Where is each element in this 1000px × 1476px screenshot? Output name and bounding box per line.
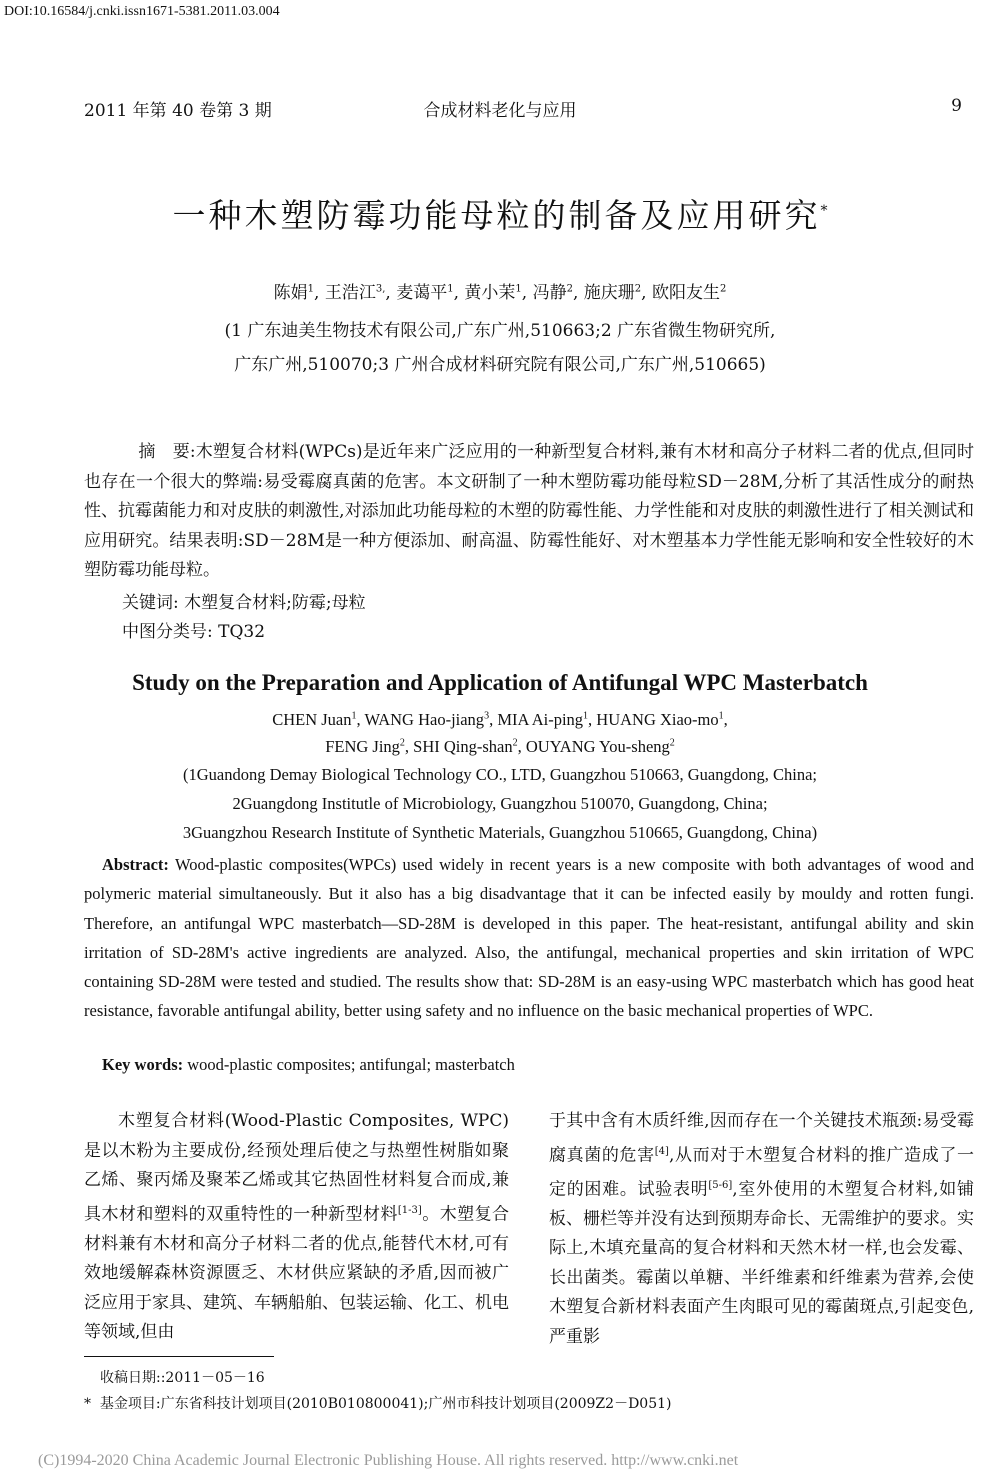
footnote-received <box>100 1367 265 1387</box>
author-aff: 2 <box>566 283 573 295</box>
title-footnote-mark: * <box>820 203 828 219</box>
author-en: FENG Jing <box>325 737 400 756</box>
running-header-journal: 合成材料老化与应用 <box>423 101 577 121</box>
keywords-cn <box>122 588 366 613</box>
author-en: SHI Qing-shan <box>413 737 513 756</box>
author-aff: 2 <box>634 283 642 295</box>
body-column-right <box>549 1107 974 1352</box>
body-text: 木塑复合材料(Wood-Plastic Composites, WPC)是以木粉为主要成份,经预处理后使之与热塑性树脂如聚乙烯、聚丙烯及聚苯乙烯或其它热固性材料复合而成,兼具木材和塑料的双重特性的一种新型材料 <box>84 1111 509 1225</box>
author-en: WANG Hao-jiang <box>364 710 485 729</box>
abstract-en-label: Abstract: <box>102 855 169 874</box>
author-aff: 2 <box>512 737 518 749</box>
keywords-cn-text: 木塑复合材料;防霉;母粒 <box>184 593 366 613</box>
author-list-en-line1: CHEN Juan$^1$, WANG Hao-jiang$^3$, MIA Ai-ping$^1$, HUANG Xiao-$mo^1$, <box>272 710 728 729</box>
citation: [1-3] <box>397 1204 422 1216</box>
author: 冯静 <box>532 283 567 303</box>
author-aff: 1 <box>718 710 724 722</box>
body-text: ,从而对于木塑复合材料的推广造成了一定的困难。试验表明 <box>549 1145 975 1200</box>
body-text: 于其中含有木质纤维,因而存在一个关键技术瓶颈:易受霉腐真菌的危害 <box>549 1111 974 1166</box>
author-aff: 1 <box>447 283 454 295</box>
affiliation-line-en: 3Guangzhou Research Institute of Synthetic Materials, Guangzhou 510665, Guangdong, China) <box>182 823 818 842</box>
abstract-en-text: Wood-plastic composites(WPCs) used widely in recent years is a new composite with both advantages of wood and polymeric material simultaneously. But it also has a big disadvantage that it can be infected easily by mouldy and rotten fungi. Therefore, an antifungal WPC masterbatch—SD-28M is developed in this paper. The heat-resistant, antifungal ability and skin irritation of SD-28M's active ingredients are analyzed. Also, the antifungal, mechanical properties and skin irritation of WPC containing SD-28M were tested and studied. The results show that: SD-28M is an easy-using WPC masterbatch which has good heat resistance, favorable antifungal ability, better using safety and no influence on the basic mechanical properties of WPC. <box>84 855 974 1021</box>
author: 麦蔼平 <box>396 283 448 303</box>
affiliation-line-cn: (1 广东迪美生物技术有限公司,广东广州,510663;2 广东省微生物研究所, <box>224 321 776 341</box>
keywords-en-label: Key words: <box>102 1055 184 1074</box>
received-label: 收稿日期: <box>100 1370 161 1386</box>
received-date: :2011－05－16 <box>160 1370 265 1386</box>
citation: [5-6] <box>708 1179 733 1191</box>
footnote-fund <box>84 1393 671 1413</box>
author-aff: 3, <box>375 283 386 295</box>
fund-label: 基金项目: <box>99 1396 161 1412</box>
author: 施庆珊 <box>583 283 635 303</box>
author-aff: 2 <box>399 737 405 749</box>
copyright-watermark: (C)1994-2020 China Academic Journal Electronic Publishing House. All rights reserved. http://www.cnki.net <box>38 1452 739 1469</box>
author: 欧阳友生 <box>651 283 720 303</box>
author-aff: 2 <box>719 283 727 295</box>
author-list-cn: 陈娟$^1$, 王浩江$^{3,}$, 麦蔼平$^1$, 黄小茉$^1$, 冯静$^2$, 施庆珊$^2$, 欧阳友生$^2$ <box>273 283 727 303</box>
keywords-cn-label: 关键词: <box>122 593 179 613</box>
author: 王浩江 <box>324 283 376 303</box>
author-aff: 1 <box>307 283 315 295</box>
citation: [4] <box>654 1145 669 1157</box>
affiliation-line-en: 2Guangdong Institutle of Microbiology, Guangzhou 510070, Guangdong, China; <box>232 794 768 813</box>
author-en: CHEN Juan <box>272 710 352 729</box>
fund-text: 广东省科技计划项目(2010B010800041);广州市科技计划项目(2009Z2－D051) <box>160 1396 672 1412</box>
affiliation-line-en: (1Guandong Demay Biological Technology CO., LTD, Guangzhou 510663, Guangdong, China; <box>182 765 817 784</box>
author-en: HUANG Xiao-mo <box>596 710 719 729</box>
abstract-cn-text: 木塑复合材料(WPCs)是近年来广泛应用的一种新型复合材料,兼有木材和高分子材料二者的优点,但同时也存在一个很大的弊端:易受霉腐真菌的危害。本文研制了一种木塑防霉功能母粒SD－28M,分析了其活性成分的耐热性、抗霉菌能力和对皮肤的刺激性,对添加此功能母粒的木塑的防霉性能、力学性能和对皮肤的刺激性进行了相关测试和应用研究。结果表明:SD－28M是一种方便添加、耐高温、防霉性能好、对木塑基本力学性能无影响和安全性较好的木塑防霉功能母粒。 <box>84 442 974 580</box>
author-en: OUYANG You-sheng <box>525 737 670 756</box>
paper-title <box>0 190 1000 237</box>
author-en: MIA Ai-ping <box>497 710 584 729</box>
body-text: 。木塑复合材料兼有木材和高分子材料二者的优点,能替代木材,可有效地缓解森林资源匮乏、木材供应紧缺的矛盾,因而被广泛应用于家具、建筑、车辆船舶、包装运输、化工、机电等领域,但由 <box>84 1204 510 1343</box>
abstract-cn-label: 摘 要: <box>138 442 196 462</box>
author: 黄小茉 <box>464 283 516 303</box>
paper-title-en: Study on the Preparation and Application of Antifungal WPC Masterbatch <box>132 670 868 695</box>
author-aff: 2 <box>669 737 675 749</box>
running-header-issue: 2011 年第 40 卷第 3 期 <box>84 101 272 121</box>
abstract-en <box>84 850 974 1026</box>
clc-text: TQ32 <box>218 622 266 642</box>
clc-label: 中图分类号: <box>122 622 213 642</box>
author-aff: 1 <box>515 283 522 295</box>
body-text: ,室外使用的木塑复合材料,如铺板、栅栏等并没有达到预期寿命长、无需维护的要求。实际上,木填充量高的复合材料和天然木材一样,也会发霉、长出菌类。霉菌以单糖、半纤维素和纤维素为营养,会使木塑复合新材料表面产生肉眼可见的霉菌斑点,引起变色,严重影 <box>549 1179 974 1347</box>
footnote-rule <box>84 1356 274 1357</box>
author-list-en-line2: FENG Jing$^2$, SHI Qing-shan$^2$, OUYANG You-sheng$^2$ <box>325 737 675 756</box>
affiliation-line-cn: 广东广州,510070;3 广州合成材料研究院有限公司,广东广州,510665) <box>234 355 766 375</box>
paper-title-text: 一种木塑防霉功能母粒的制备及应用研究 <box>172 196 821 235</box>
clc-number <box>122 617 265 642</box>
keywords-en-text: wood-plastic composites; antifungal; masterbatch <box>187 1055 515 1074</box>
doi-line: DOI:10.16584/j.cnki.issn1671-5381.2011.03.004 <box>4 4 280 19</box>
abstract-cn <box>84 438 974 586</box>
fund-mark: * <box>84 1396 91 1412</box>
author-aff: 1 <box>351 710 357 722</box>
running-header-page: 9 <box>951 96 962 116</box>
keywords-en <box>102 1055 515 1075</box>
author-aff: 3 <box>484 710 490 722</box>
author: 陈娟 <box>273 283 308 303</box>
body-column-left <box>84 1107 509 1348</box>
author-aff: 1 <box>583 710 589 722</box>
